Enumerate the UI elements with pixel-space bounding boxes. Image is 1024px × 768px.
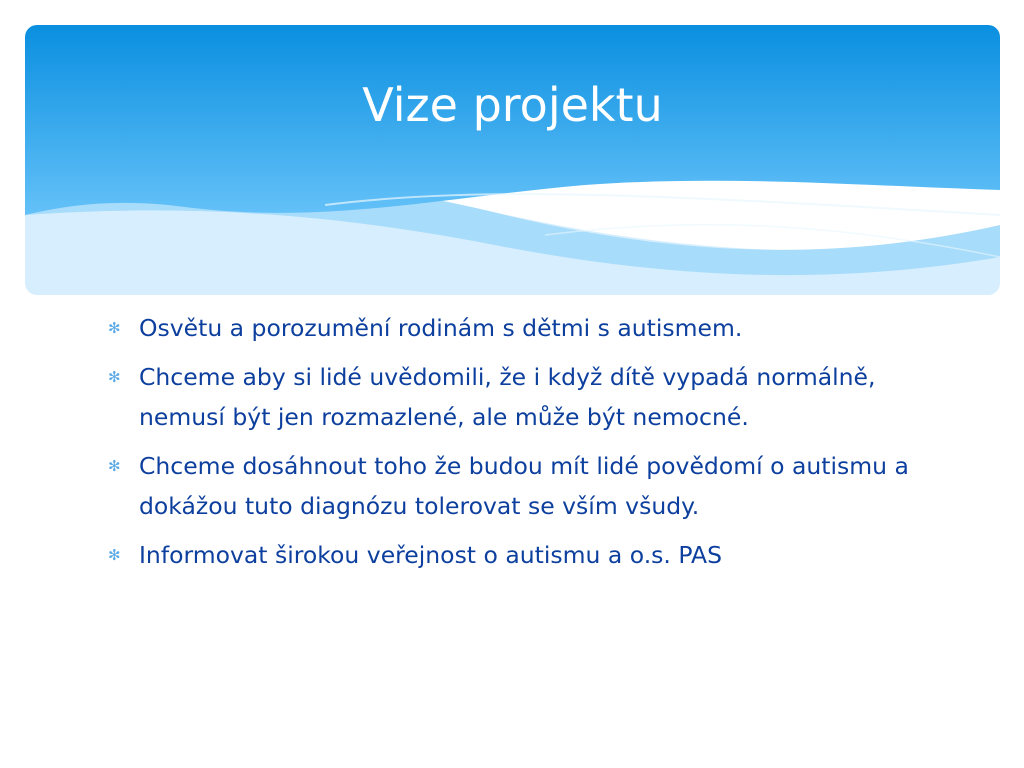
asterisk-bullet-icon: ✻ <box>108 368 121 386</box>
bullet-item <box>108 357 928 437</box>
bullet-text: Chceme dosáhnout toho že budou mít lidé povědomí o autismu a dokážou tuto diagnózu tolerovat se vším všudy. <box>139 452 909 520</box>
asterisk-bullet-icon: ✻ <box>108 457 121 475</box>
bullet-item <box>108 535 928 575</box>
bullet-item <box>108 308 928 348</box>
bullet-text: Osvětu a porozumění rodinám s dětmi s autismem. <box>139 314 743 342</box>
header-band <box>25 25 1000 295</box>
bullet-text: Chceme aby si lidé uvědomili, že i když dítě vypadá normálně, nemusí být jen rozmazlené, ale může být nemocné. <box>139 363 876 431</box>
bullet-list <box>108 308 928 584</box>
bullet-item <box>108 446 928 526</box>
bullet-text: Informovat širokou veřejnost o autismu a o.s. PAS <box>139 541 723 569</box>
asterisk-bullet-icon: ✻ <box>108 319 121 337</box>
asterisk-bullet-icon: ✻ <box>108 546 121 564</box>
wave-header-graphic <box>25 25 1000 295</box>
slide-title: Vize projektu <box>362 78 663 132</box>
